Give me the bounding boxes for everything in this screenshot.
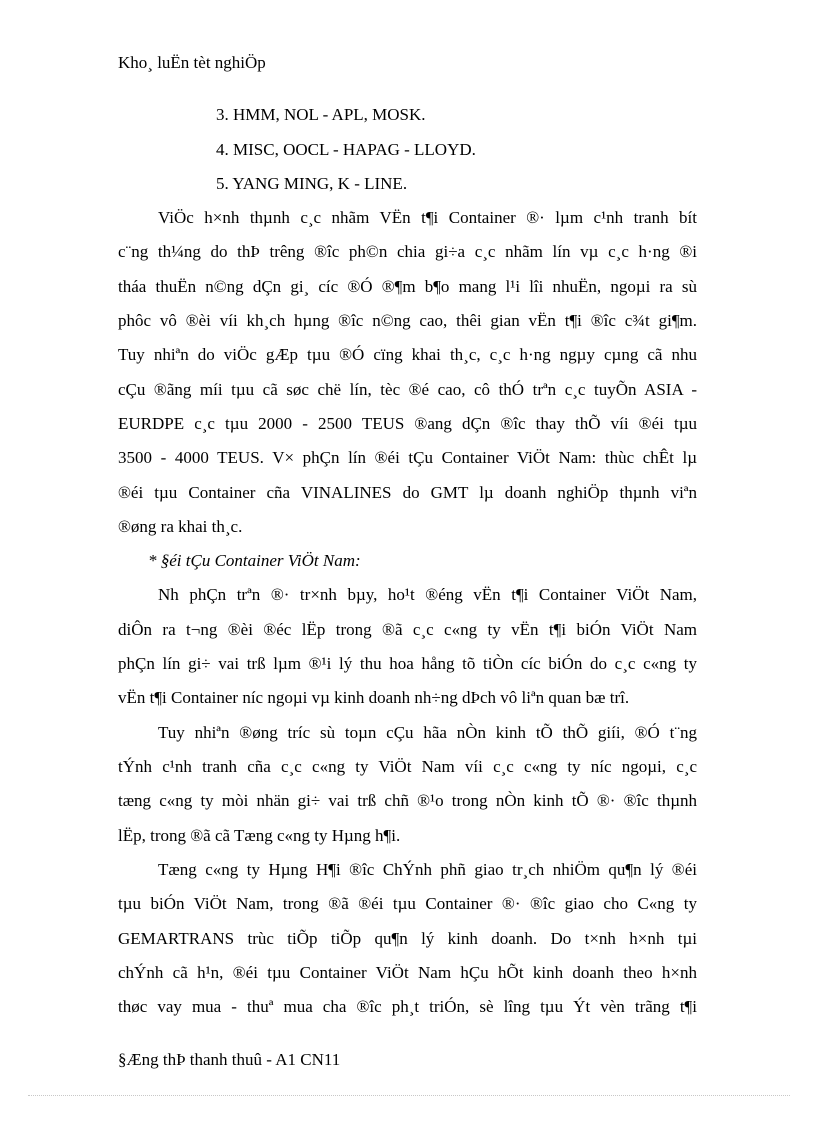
page-header: Kho¸ luËn tèt nghiÖp bbox=[118, 53, 266, 72]
body-line: ®éi tµu Container cña VINALINES do GMT lµ doanh nghiÖp thµnh viªn bbox=[118, 483, 697, 502]
body-line: lËp, trong ®ã cã Tæng c«ng ty Hµng h¶i. bbox=[118, 826, 401, 845]
body-line: tæng c«ng ty mòi nhän gi÷ vai trß chñ ®¹o trong nÒn kinh tÕ ®· ®îc thµnh bbox=[118, 791, 697, 810]
section-heading: * §éi tÇu Container ViÖt Nam: bbox=[148, 551, 361, 570]
body-line: c¨ng th¼ng do thÞ trêng ®îc ph©n chia gi÷a c¸c nhãm lín vµ c¸c h·ng ®i bbox=[118, 242, 697, 261]
body-line: diÔn ra t¬ng ®èi ®éc lËp trong ®ã c¸c c«ng ty vËn t¶i biÓn ViÖt Nam bbox=[118, 620, 697, 639]
body-line: Tuy nhiªn ®øng tríc sù toµn cÇu hãa nÒn kinh tÕ thÕ giíi, ®Ó t¨ng bbox=[158, 723, 697, 742]
list-item: 4. MISC, OOCL - HAPAG - LLOYD. bbox=[216, 140, 476, 159]
body-line: chÝnh cã h¹n, ®éi tµu Container ViÖt Nam hÇu hÕt kinh doanh theo h×nh bbox=[118, 963, 697, 982]
page-footer: §Æng thÞ thanh thuû - A1 CN11 bbox=[118, 1050, 341, 1069]
list-item: 5. YANG MING, K - LINE. bbox=[216, 174, 408, 193]
body-line: cÇu ®ãng míi tµu cã søc chë lín, tèc ®é cao, cô thÓ trªn c¸c tuyÕn ASIA - bbox=[118, 380, 697, 399]
body-line: thøc vay mua - thuª mua cha ®îc ph¸t triÓn, sè lîng tµu Ýt vèn trãng t¶i bbox=[118, 997, 697, 1016]
body-line: Nh phÇn trªn ®· tr×nh bµy, ho¹t ®éng vËn t¶i Container ViÖt Nam, bbox=[158, 585, 697, 604]
body-line: phÇn lín gi÷ vai trß lµm ®¹i lý thu hoa hång tõ tiÒn cíc biÓn do c¸c c«ng ty bbox=[118, 654, 697, 673]
body-line: tµu biÓn ViÖt Nam, trong ®ã ®éi tµu Container ®· ®îc giao cho C«ng ty bbox=[118, 894, 697, 913]
body-line: EURDPE c¸c tµu 2000 - 2500 TEUS ®ang dÇn ®îc thay thÕ víi ®éi tµu bbox=[118, 414, 697, 433]
body-line: vËn t¶i Container níc ngoµi vµ kinh doanh nh÷ng dÞch vô liªn quan bæ trî. bbox=[118, 688, 630, 707]
body-line: tÝnh c¹nh tranh cña c¸c c«ng ty ViÖt Nam víi c¸c c«ng ty níc ngoµi, c¸c bbox=[118, 757, 697, 776]
body-line: ViÖc h×nh thµnh c¸c nhãm VËn t¶i Container ®· lµm c¹nh tranh bít bbox=[158, 208, 697, 227]
body-line: ®øng ra khai th¸c. bbox=[118, 517, 243, 536]
list-item: 3. HMM, NOL - APL, MOSK. bbox=[216, 105, 426, 124]
body-line: phôc vô ®èi víi kh¸ch hµng ®îc n©ng cao, thêi gian vËn t¶i ®îc c¾t gi¶m. bbox=[118, 311, 697, 330]
body-line: GEMARTRANS trùc tiÕp tiÕp qu¶n lý kinh doanh. Do t×nh h×nh tµi bbox=[118, 929, 697, 948]
body-line: Tæng c«ng ty Hµng H¶i ®îc ChÝnh phñ giao tr¸ch nhiÖm qu¶n lý ®éi bbox=[158, 860, 697, 879]
body-line: Tuy nhiªn do viÖc gÆp tµu ®Ó cïng khai th¸c, c¸c h·ng ngµy cµng cã nhu bbox=[118, 345, 697, 364]
page-bottom-divider bbox=[28, 1095, 790, 1096]
body-line: tháa thuËn n©ng dÇn gi¸ cíc ®Ó ®¶m b¶o mang l¹i lîi nhuËn, ngoµi ra sù bbox=[118, 277, 697, 296]
body-line: 3500 - 4000 TEUS. V× phÇn lín ®éi tÇu Container ViÖt Nam: thùc chÊt lµ bbox=[118, 448, 697, 467]
